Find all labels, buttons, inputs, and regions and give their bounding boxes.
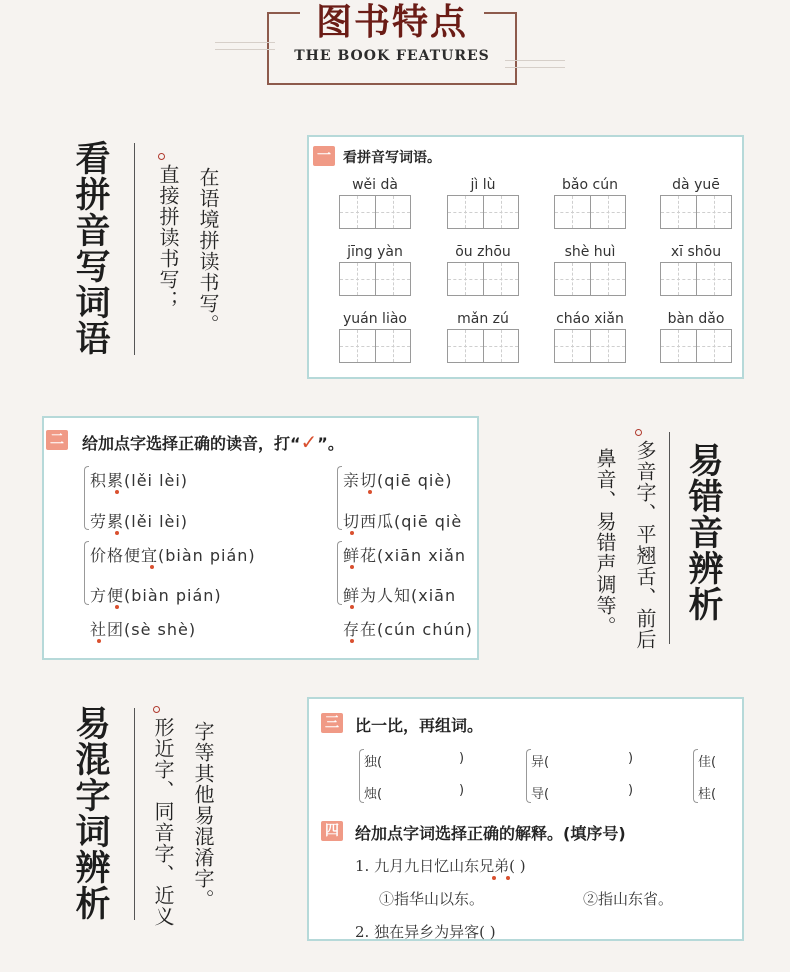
- pinyin-label: mǎn zú: [457, 311, 509, 327]
- writing-cell[interactable]: [661, 263, 697, 295]
- answer-blank: ): [459, 783, 465, 798]
- question-number-badge: 二: [46, 430, 68, 450]
- pronunciation-item: 亲切(qiē qiè): [343, 471, 453, 490]
- writing-cell[interactable]: [448, 330, 484, 362]
- pronunciation-item: 价格便宜(biàn pián): [90, 546, 256, 565]
- brace: [84, 541, 89, 605]
- pinyin-label: dà yuē: [672, 177, 720, 193]
- compare-char: 桂(: [698, 787, 717, 802]
- question-title: 看拼音写词语。: [343, 150, 441, 166]
- emphasis-dot: [350, 605, 354, 609]
- feature-desc-line1: 形近字、同音字、近义: [151, 717, 175, 927]
- bullet-icon: [153, 706, 160, 713]
- feature-desc-line2: 鼻音、易错声调等。: [593, 448, 617, 637]
- pronunciation-item: 社团(sè shè): [90, 620, 197, 639]
- writing-cell[interactable]: [484, 330, 519, 362]
- pronunciation-item: 方便(biàn pián): [90, 586, 222, 605]
- emphasis-dot: [492, 876, 496, 880]
- answer-blank: ): [459, 751, 465, 766]
- brace: [337, 466, 342, 530]
- emphasis-dot: [368, 490, 372, 494]
- emphasis-dot: [350, 531, 354, 535]
- pronunciation-item: 劳累(lěi lèi): [90, 512, 189, 531]
- writing-cell[interactable]: [376, 196, 411, 228]
- writing-boxes[interactable]: [339, 262, 411, 296]
- pinyin-label: ōu zhōu: [455, 244, 511, 260]
- writing-boxes[interactable]: [339, 195, 411, 229]
- question-title: 给加点字词选择正确的解释。(填序号): [355, 824, 626, 843]
- writing-boxes[interactable]: [447, 195, 519, 229]
- emphasis-dot: [115, 490, 119, 494]
- emphasis-dot: [506, 876, 510, 880]
- bullet-icon: [158, 153, 165, 160]
- writing-cell[interactable]: [484, 196, 519, 228]
- writing-boxes[interactable]: [447, 262, 519, 296]
- feature-desc-line1: 直接拼读书写；: [156, 164, 180, 311]
- writing-cell[interactable]: [448, 196, 484, 228]
- brace: [84, 466, 89, 530]
- writing-boxes[interactable]: [339, 329, 411, 363]
- writing-boxes[interactable]: [660, 195, 732, 229]
- compare-char: 导(: [531, 787, 550, 802]
- compare-char: 佳(: [698, 755, 717, 770]
- pinyin-label: wěi dà: [352, 177, 398, 193]
- answer-blank: ): [628, 751, 634, 766]
- writing-cell[interactable]: [591, 263, 626, 295]
- header-line-left: [267, 12, 302, 14]
- writing-cell[interactable]: [555, 330, 591, 362]
- question-number-badge: 四: [321, 821, 343, 841]
- writing-cell[interactable]: [376, 330, 411, 362]
- page-title: 图书特点: [300, 0, 484, 46]
- feature-title-confusing-words: 易混字词辨析: [70, 705, 111, 921]
- pinyin-label: xī shōu: [670, 244, 722, 260]
- question-title: 给加点字选择正确的读音，打“✓”。: [82, 430, 344, 454]
- answer-blank: ): [628, 783, 634, 798]
- answer-option: ①指华山以东。: [379, 890, 485, 908]
- header-line-right: [482, 12, 517, 14]
- brace: [337, 541, 342, 605]
- feature-title-pinyin: 看拼音写词语: [70, 140, 111, 356]
- exercise-panel-confusing-words: [307, 697, 744, 941]
- writing-cell[interactable]: [376, 263, 411, 295]
- writing-boxes[interactable]: [447, 329, 519, 363]
- writing-cell[interactable]: [340, 263, 376, 295]
- divider: [669, 432, 670, 644]
- writing-cell[interactable]: [591, 330, 626, 362]
- writing-boxes[interactable]: [660, 329, 732, 363]
- exercise-panel-pronunciation: [42, 416, 479, 660]
- writing-cell[interactable]: [697, 330, 732, 362]
- writing-boxes[interactable]: [554, 329, 626, 363]
- pronunciation-item: 存在(cún chún): [343, 620, 473, 639]
- pinyin-label: bàn dǎo: [667, 311, 725, 327]
- writing-cell[interactable]: [340, 196, 376, 228]
- cloud-decoration-icon: [215, 42, 275, 50]
- emphasis-dot: [115, 531, 119, 535]
- pronunciation-item: 鲜为人知(xiān: [343, 586, 457, 605]
- writing-cell[interactable]: [555, 263, 591, 295]
- exercise-panel-pinyin: [307, 135, 744, 379]
- writing-cell[interactable]: [661, 330, 697, 362]
- pronunciation-item: 积累(lěi lèi): [90, 471, 189, 490]
- feature-desc-line1: 多音字、平翘舌、前后: [633, 440, 657, 650]
- writing-cell[interactable]: [591, 196, 626, 228]
- answer-option: ②指山东省。: [583, 890, 674, 908]
- pinyin-label: jì lù: [470, 177, 496, 193]
- writing-cell[interactable]: [661, 196, 697, 228]
- cloud-decoration-icon: [505, 60, 565, 68]
- emphasis-dot: [350, 565, 354, 569]
- page-subtitle: THE BOOK FEATURES: [294, 48, 490, 64]
- writing-cell[interactable]: [697, 196, 732, 228]
- writing-boxes[interactable]: [554, 195, 626, 229]
- pinyin-label: cháo xiǎn: [556, 311, 624, 327]
- bullet-icon: [635, 429, 642, 436]
- checkmark-icon: ✓: [300, 430, 318, 454]
- question-number-badge: 一: [313, 146, 335, 166]
- writing-cell[interactable]: [555, 196, 591, 228]
- emphasis-dot: [350, 639, 354, 643]
- pinyin-label: shè huì: [564, 244, 616, 260]
- compare-char: 独(: [364, 755, 383, 770]
- emphasis-dot: [115, 605, 119, 609]
- emphasis-dot: [150, 565, 154, 569]
- pronunciation-item: 切西瓜(qiē qiè: [343, 512, 463, 531]
- writing-boxes[interactable]: [660, 262, 732, 296]
- feature-desc-line2: 在语境拼读书写。: [196, 167, 220, 335]
- question-title: 比一比，再组词。: [355, 716, 484, 735]
- writing-cell[interactable]: [340, 330, 376, 362]
- writing-cell[interactable]: [697, 263, 732, 295]
- feature-desc-line2: 字等其他易混淆字。: [191, 721, 215, 910]
- pinyin-label: yuán liào: [343, 311, 407, 327]
- divider: [134, 708, 135, 920]
- pronunciation-item: 鲜花(xiān xiǎn: [343, 546, 467, 565]
- emphasis-dot: [97, 639, 101, 643]
- compare-char: 异(: [531, 755, 550, 770]
- feature-title-pronunciation: 易错音辨析: [683, 442, 724, 622]
- question-item: 1. 九月九日忆山东兄弟( ): [355, 857, 526, 875]
- question-number-badge: 三: [321, 713, 343, 733]
- pinyin-label: jīng yàn: [347, 244, 403, 260]
- pinyin-label: bǎo cún: [562, 177, 618, 193]
- writing-boxes[interactable]: [554, 262, 626, 296]
- writing-cell[interactable]: [484, 263, 519, 295]
- compare-char: 烛(: [364, 787, 383, 802]
- divider: [134, 143, 135, 355]
- question-item: 2. 独在异乡为异客( ): [355, 923, 496, 941]
- writing-cell[interactable]: [448, 263, 484, 295]
